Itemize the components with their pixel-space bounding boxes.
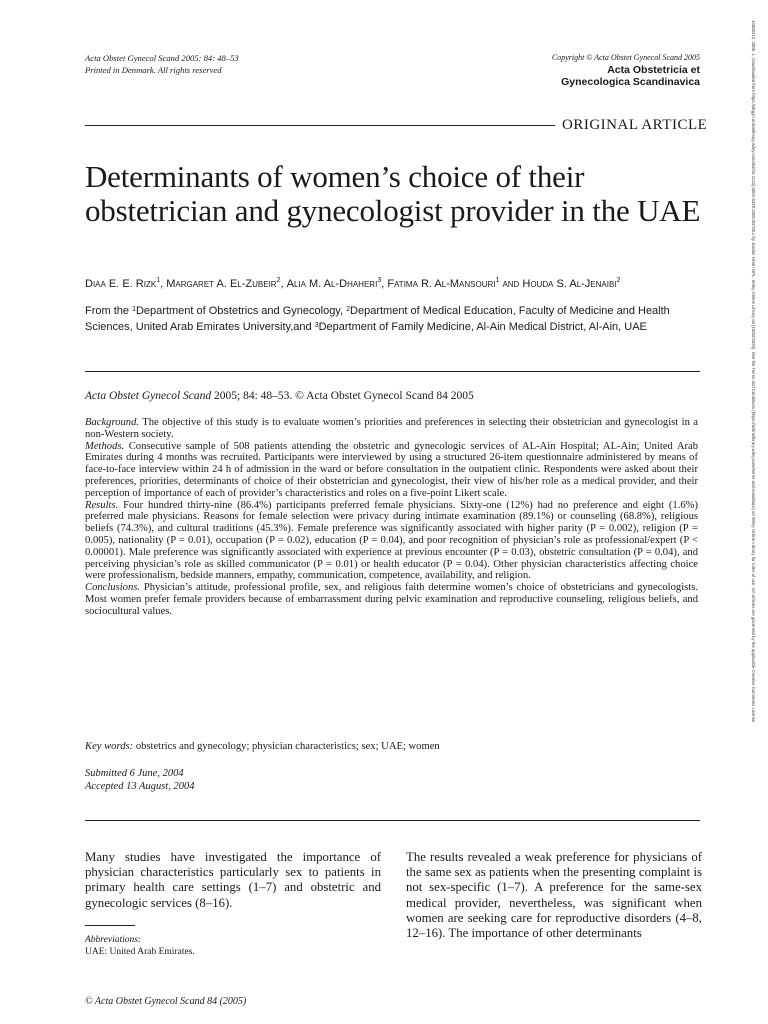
abstract-label: Methods. — [85, 440, 125, 452]
running-header-right — [520, 52, 700, 88]
author-affil-sup: 3 — [377, 277, 382, 284]
citation-line: Acta Obstet Gynecol Scand 2005: 84: 48–53 — [85, 53, 239, 63]
abstract-label: Background. — [85, 417, 140, 428]
divider-top — [85, 371, 700, 372]
abstract-label: Results. — [85, 499, 119, 511]
printed-line: Printed in Denmark. All rights reserved — [85, 65, 222, 75]
citation-rest: 2005; 84: 48–53. © Acta Obstet Gynecol Scand 84 2005 — [211, 390, 474, 402]
abstract-results — [85, 500, 698, 583]
abstract — [85, 417, 698, 618]
rule-left — [85, 125, 555, 126]
affil-from: From the — [85, 305, 133, 317]
citation-journal: Acta Obstet Gynecol Scand — [85, 390, 212, 402]
affiliations — [85, 303, 705, 335]
abstract-text: Four hundred thirty-nine (86.4%) participants preferred female physicians. Sixty-one (12%) had no preference and eight (1.6%) preferred male physicians. Reasons for female selection were privacy during intimate examination (89.1%) or counseling (68.8%), religious beliefs (74.3%), and cultural traditions (45.3%). Female preference was significantly associated with higher parity (P = 0.002), religion (P = 0.005), nationality (P = 0.01), occupation (P = 0.02), education (P = 0.04), and poor recognition of physician’s role as professional/expert (P < 0.00001). Male preference was significantly associated with experience at previous encounter (P = 0.03), obstetric consultation (P = 0.04), and perceiving physician’s role as skilled communicator (P = 0.01) or health educator (P = 0.04). Other physician characteristics affecting choice were professionalism, bedside manners, empathy, communication, competence, availability, and religion. — [85, 499, 698, 582]
author-sep: and — [499, 278, 523, 290]
download-notice: 16000412, 2005, 1, Downloaded from https://obgyn.onlinelibrary.wiley.com/doi/10.1111/j.0001-6349.2005.00705.x by Jordan Hinari NPL, Wiley Online Library on [18/02/2025]. See the Terms and Conditions (https://onlinelibrary.wiley.com/terms-and-conditions) on Wiley Online Library for rules of use; OA articles are governed by the applicable Creative Commons License — [751, 20, 756, 723]
author-affil-sup: 2 — [276, 277, 281, 284]
page-footer: © Acta Obstet Gynecol Scand 84 (2005) — [85, 996, 247, 1007]
abstract-text: Physician’s attitude, professional profile, sex, and religious faith determine women’s choice of obstetricians and gynecologists. Most women prefer female providers because of embarrassment during pelvic examination and reproductive counseling, religious beliefs, and sociocultural values. — [85, 582, 698, 617]
footnote-rule — [85, 925, 135, 926]
author-affil-sup: 2 — [616, 277, 621, 284]
section-label-rule — [85, 117, 708, 133]
copyright-line: Copyright © Acta Obstet Gynecol Scand 2005 — [551, 53, 700, 62]
affil-dept: Department of Medical Education, Faculty of Medicine and Health Sciences, United Arab Emirates University,and — [85, 305, 670, 333]
author-affil-sup: 1 — [156, 277, 161, 284]
affil-sup: 1 — [132, 306, 136, 313]
author-sep: , — [160, 278, 167, 290]
author-name: Margaret A. El-Zubeir — [166, 278, 277, 290]
footnote — [85, 934, 195, 958]
running-header-left — [85, 52, 239, 76]
abstract-text: The objective of this study is to evaluate women’s priorities and preferences in selecting their obstetrician and gynecologist in a non-Western society. — [85, 417, 698, 440]
abstract-conclusions — [85, 582, 698, 617]
submitted-date: Submitted 6 June, 2004 — [85, 768, 184, 779]
submission-dates — [85, 767, 194, 793]
abstract-methods — [85, 441, 698, 500]
author-affil-sup: 1 — [495, 277, 500, 284]
keywords-label: Key words: — [85, 741, 134, 752]
keywords-text: obstetrics and gynecology; physician characteristics; sex; UAE; women — [133, 741, 440, 752]
body-column-right: The results revealed a weak preference for physicians of the same sex as patients when the presenting complaint is not sex-specific (1–7). A preference for the same-sex medical provider, nevertheless, was significant when women are seeking care for reproductive disorders (4–8, 12–16). The importance of other determinants — [406, 850, 702, 941]
footnote-text: UAE: United Arab Emirates. — [85, 947, 195, 957]
abstract-background — [85, 417, 698, 441]
author-list — [85, 278, 725, 290]
author-name: Houda S. Al-Jenaibi — [522, 278, 617, 290]
footnote-label: Abbreviations: — [85, 935, 142, 945]
author-name: Alia M. Al-Dhaheri — [286, 278, 378, 290]
article-title: Determinants of women’s choice of their obstetrician and gynecologist provider in the UAE — [85, 159, 701, 228]
journal-name-line1: Acta Obstetricia et — [607, 64, 700, 76]
affil-sup: 2 — [346, 306, 351, 313]
article-citation — [85, 390, 474, 402]
author-sep: , — [280, 278, 287, 290]
journal-name-line2: Gynecologica Scandinavica — [561, 76, 700, 88]
abstract-label: Conclusions. — [85, 582, 141, 594]
keywords — [85, 741, 698, 752]
affil-dept: Department of Obstetrics and Gynecology, — [135, 305, 347, 317]
author-name: Diaa E. E. Rizk — [85, 278, 157, 290]
affil-dept: Department of Family Medicine, Al-Ain Medical District, Al-Ain, UAE — [318, 321, 647, 333]
section-label: ORIGINAL ARTICLE — [558, 117, 711, 134]
author-sep: , — [381, 278, 388, 290]
author-name: Fatima R. Al-Mansouri — [387, 278, 496, 290]
body-column-left: Many studies have investigated the importance of physician characteristics particularly sex to patients in primary health care settings (1–7) and obstetric and gynecologic services (8–16). — [85, 850, 381, 910]
download-sidebar — [746, 20, 756, 1010]
affil-sup: 3 — [314, 322, 319, 329]
divider-bottom — [85, 820, 700, 821]
abstract-text: Consecutive sample of 508 patients attending the obstetric and gynecologic services of AL-Ain Hospital; AL-Ain; United Arab Emirates during 4 months was recruited. Participants were interviewed by using a structured 26-item questionnaire administered by means of face-to-face interview within 24 h of admission in the ward or before consultation in the outpatient clinic. Respondents were asked about their preferences, priorities, determinants of choice of their obstetrician and gynecologist, their view of his/her role as a medical provider, and their perception of importance of each of provider’s characteristics and roles on a five-point Likert scale. — [85, 440, 698, 499]
accepted-date: Accepted 13 August, 2004 — [85, 781, 195, 792]
